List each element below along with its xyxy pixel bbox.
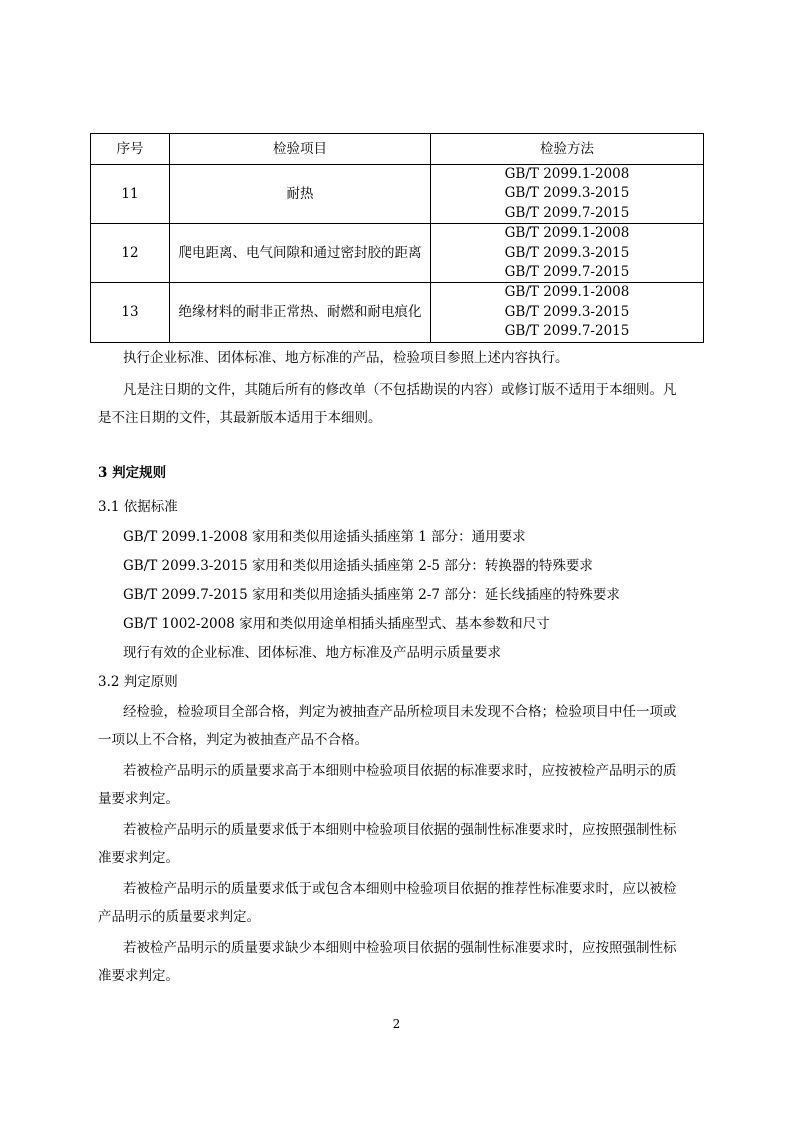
principle-line: 若被检产品明示的质量要求高于本细则中检验项目依据的标准要求时，应按被检产品明示的质 <box>123 763 677 779</box>
principle-line: 准要求判定。 <box>98 850 179 866</box>
principle-line: 若被检产品明示的质量要求低于本细则中检验项目依据的强制性标准要求时，应按照强制性标 <box>123 822 677 838</box>
row-serial-no: 12 <box>91 224 170 283</box>
row-inspection-item: 绝缘材料的耐非正常热、耐燃和耐电痕化 <box>170 283 431 342</box>
row-inspection-item: 爬电距离、电气间隙和通过密封胶的距离 <box>170 224 431 283</box>
standard-reference: GB/T 2099.3-2015 家用和类似用途插头插座第 2-5 部分：转换器的特殊要求 <box>123 558 593 574</box>
standard-reference: 现行有效的企业标准、团体标准、地方标准及产品明示质量要求 <box>123 645 501 661</box>
standard-reference: GB/T 1002-2008 家用和类似用途单相插头插座型式、基本参数和尺寸 <box>123 616 550 632</box>
method-standard: GB/T 2099.3-2015 <box>504 185 630 202</box>
method-standard: GB/T 2099.1-2008 <box>504 166 630 182</box>
section-heading: 3 判定规则 <box>98 465 167 481</box>
note-paragraph-line: 是不注日期的文件，其最新版本适用于本细则。 <box>98 410 382 426</box>
note-paragraph: 执行企业标准、团体标准、地方标准的产品，检验项目参照上述内容执行。 <box>123 350 569 366</box>
table-header-row <box>91 134 704 165</box>
subsection-heading: 3.2 判定原则 <box>98 674 178 690</box>
method-standard: GB/T 2099.7-2015 <box>504 264 630 281</box>
header-serial-no: 序号 <box>91 134 170 165</box>
method-standard: GB/T 2099.3-2015 <box>504 244 630 261</box>
row-inspection-item: 耐热 <box>170 165 431 224</box>
principle-line: 产品明示的质量要求判定。 <box>98 909 260 925</box>
row-inspection-methods <box>431 224 704 283</box>
method-standard: GB/T 2099.7-2015 <box>504 323 630 340</box>
standard-reference: GB/T 2099.7-2015 家用和类似用途插头插座第 2-7 部分：延长线插座的特殊要求 <box>123 587 620 603</box>
principle-line: 准要求判定。 <box>98 968 179 984</box>
note-paragraph-line: 凡是注日期的文件，其随后所有的修改单（不包括勘误的内容）或修订版不适用于本细则。凡 <box>123 382 677 398</box>
table-row <box>91 165 704 224</box>
row-inspection-methods <box>431 283 704 342</box>
method-standard: GB/T 2099.1-2008 <box>504 225 630 242</box>
header-inspection-method: 检验方法 <box>431 134 704 165</box>
principle-line: 若被检产品明示的质量要求缺少本细则中检验项目依据的强制性标准要求时，应按照强制性标 <box>123 940 677 956</box>
standard-reference: GB/T 2099.1-2008 家用和类似用途插头插座第 1 部分：通用要求 <box>123 529 526 545</box>
row-serial-no: 11 <box>91 165 170 224</box>
principle-line: 一项以上不合格，判定为被抽查产品不合格。 <box>98 732 368 748</box>
header-inspection-item: 检验项目 <box>170 134 431 165</box>
principle-line: 量要求判定。 <box>98 791 179 807</box>
method-standard: GB/T 2099.3-2015 <box>504 303 630 320</box>
table-row <box>91 283 704 342</box>
inspection-table <box>90 133 704 343</box>
row-inspection-methods <box>431 165 704 224</box>
table-row <box>91 224 704 283</box>
principle-line: 经检验，检验项目全部合格，判定为被抽查产品所检项目未发现不合格；检验项目中任一项或 <box>123 704 677 720</box>
method-standard: GB/T 2099.1-2008 <box>504 284 630 301</box>
page-number: 2 <box>392 1017 401 1031</box>
subsection-heading: 3.1 依据标准 <box>98 499 178 515</box>
method-standard: GB/T 2099.7-2015 <box>504 204 630 221</box>
principle-line: 若被检产品明示的质量要求低于或包含本细则中检验项目依据的推荐性标准要求时，应以被检 <box>123 881 677 897</box>
row-serial-no: 13 <box>91 283 170 342</box>
